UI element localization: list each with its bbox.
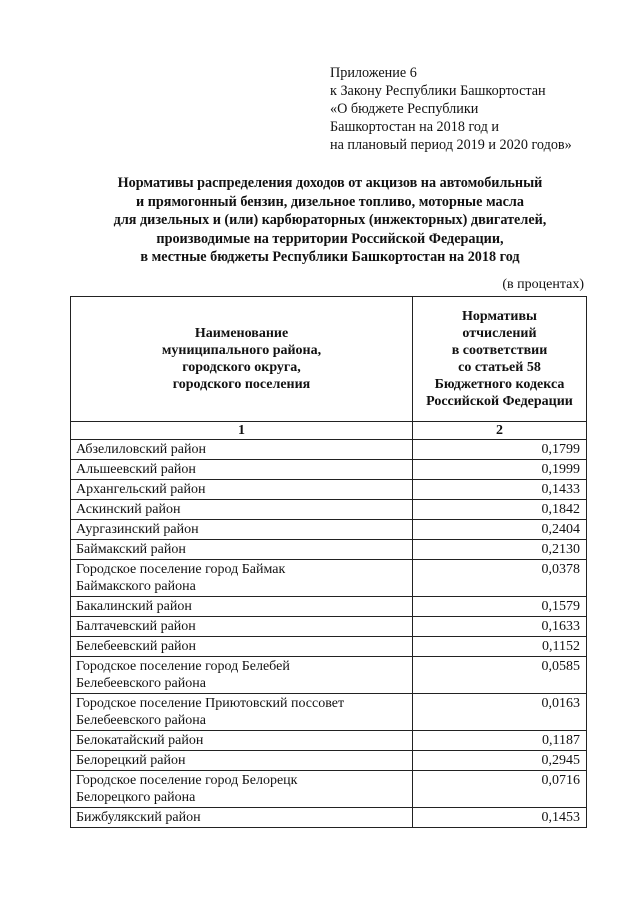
normative-value: 0,1999 bbox=[413, 460, 587, 480]
appendix-line: «О бюджете Республики bbox=[330, 101, 479, 117]
municipality-name: Белорецкий район bbox=[71, 751, 413, 771]
header-normatives: Нормативы отчислений в соответствии со статьей 58 Бюджетного кодекса Российской Федерации bbox=[413, 297, 587, 422]
title-line: производимые на территории Российской Федерации, bbox=[156, 230, 504, 247]
table-row bbox=[71, 751, 587, 771]
appendix-line: к Закону Республики Башкортостан bbox=[330, 83, 546, 99]
title-line: Нормативы распределения доходов от акцизов на автомобильный bbox=[117, 175, 543, 191]
normative-value: 0,1453 bbox=[413, 808, 587, 828]
normative-value: 0,1187 bbox=[413, 731, 587, 751]
municipality-name: Городское поселение город Белорецк Белорецкого района bbox=[71, 771, 413, 808]
appendix-line: Башкортостан на 2018 год и bbox=[330, 119, 499, 135]
title-line: для дизельных и (или) карбюраторных (инжекторных) двигателей, bbox=[113, 212, 547, 228]
municipality-name: Белебеевский район bbox=[71, 637, 413, 657]
municipality-name: Городское поселение город Белебей Белебеевского района bbox=[71, 657, 413, 694]
table-row bbox=[71, 771, 587, 808]
normative-value: 0,0716 bbox=[413, 771, 587, 808]
table-header-row bbox=[71, 297, 587, 422]
municipality-name: Аургазинский район bbox=[71, 520, 413, 540]
header-municipality: Наименование муниципального района, городского округа, городского поселения bbox=[71, 297, 413, 422]
municipality-name: Баймакский район bbox=[71, 540, 413, 560]
municipality-name: Аскинский район bbox=[71, 500, 413, 520]
municipality-name: Бакалинский район bbox=[71, 597, 413, 617]
table-row bbox=[71, 597, 587, 617]
normative-value: 0,0378 bbox=[413, 560, 587, 597]
normative-value: 0,0585 bbox=[413, 657, 587, 694]
appendix-line: на плановый период 2019 и 2020 годов» bbox=[330, 137, 572, 153]
column-number: 1 bbox=[71, 422, 413, 440]
table-row bbox=[71, 731, 587, 751]
normative-value: 0,1633 bbox=[413, 617, 587, 637]
municipality-name: Абзелиловский район bbox=[71, 440, 413, 460]
normative-value: 0,2130 bbox=[413, 540, 587, 560]
normatives-table bbox=[70, 296, 587, 828]
normative-value: 0,1152 bbox=[413, 637, 587, 657]
column-number-row bbox=[71, 422, 587, 440]
table-row bbox=[71, 637, 587, 657]
table-row bbox=[71, 460, 587, 480]
normative-value: 0,1433 bbox=[413, 480, 587, 500]
table-row bbox=[71, 520, 587, 540]
table-row bbox=[71, 480, 587, 500]
title-line: и прямогонный бензин, дизельное топливо, моторные масла bbox=[135, 193, 524, 210]
table-row bbox=[71, 560, 587, 597]
municipality-name: Белокатайский район bbox=[71, 731, 413, 751]
appendix-reference bbox=[330, 64, 572, 154]
municipality-name: Балтачевский район bbox=[71, 617, 413, 637]
normative-value: 0,2404 bbox=[413, 520, 587, 540]
municipality-name: Бижбулякский район bbox=[71, 808, 413, 828]
normative-value: 0,0163 bbox=[413, 694, 587, 731]
table-row bbox=[71, 617, 587, 637]
normative-value: 0,1842 bbox=[413, 500, 587, 520]
municipality-name: Городское поселение Приютовский поссовет Белебеевского района bbox=[71, 694, 413, 731]
table-row bbox=[71, 500, 587, 520]
normative-value: 0,1799 bbox=[413, 440, 587, 460]
table-row bbox=[71, 540, 587, 560]
units-note: (в процентах) bbox=[502, 277, 584, 292]
document-title bbox=[70, 174, 590, 267]
title-line: в местные бюджеты Республики Башкортостан на 2018 год bbox=[140, 249, 520, 265]
table-row bbox=[71, 657, 587, 694]
municipality-name: Альшеевский район bbox=[71, 460, 413, 480]
column-number: 2 bbox=[413, 422, 587, 440]
table-row bbox=[71, 808, 587, 828]
normative-value: 0,2945 bbox=[413, 751, 587, 771]
appendix-line: Приложение 6 bbox=[330, 65, 417, 81]
municipality-name: Городское поселение город Баймак Баймакского района bbox=[71, 560, 413, 597]
table-row bbox=[71, 694, 587, 731]
normative-value: 0,1579 bbox=[413, 597, 587, 617]
table-row bbox=[71, 440, 587, 460]
municipality-name: Архангельский район bbox=[71, 480, 413, 500]
